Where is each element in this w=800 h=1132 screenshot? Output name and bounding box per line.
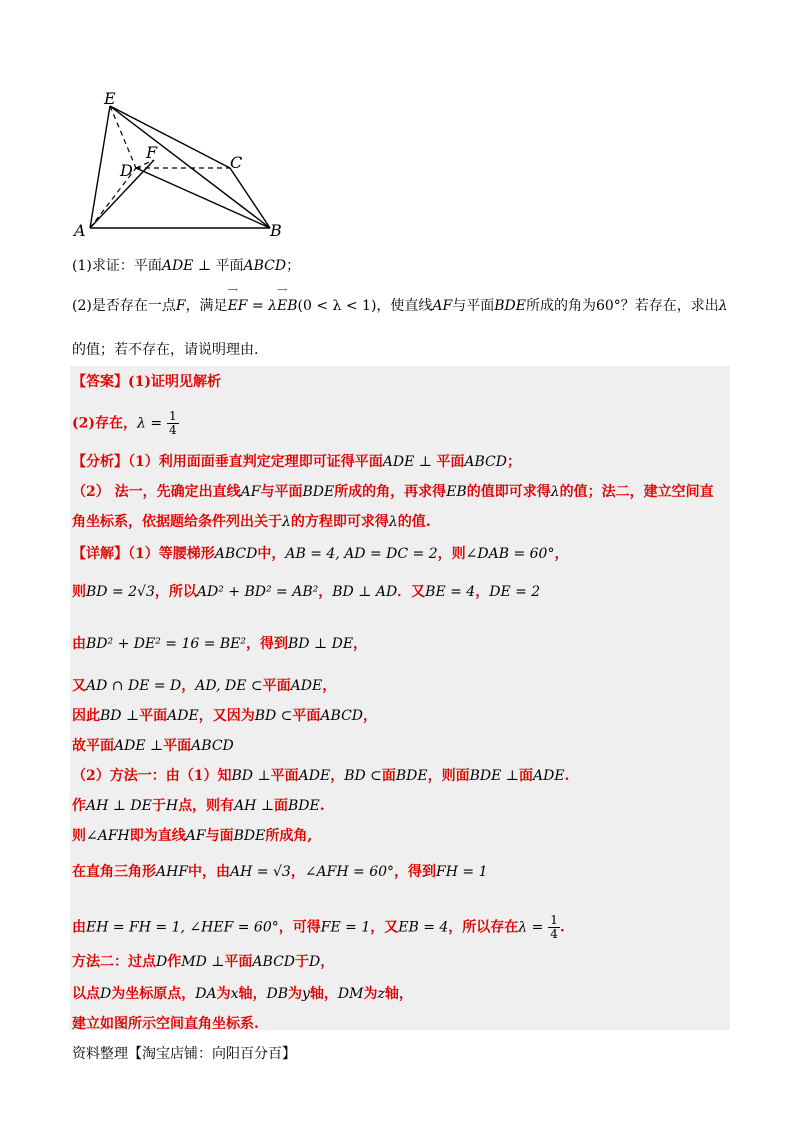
math: BDE [288,798,320,814]
vector-eb: ⟶ EB [277,286,298,314]
analysis-line-1 [72,452,521,472]
text: (1)证明见解析 [128,374,221,390]
text: 平面 [224,954,253,970]
text: 角坐标系，依据题给条件列出关于 [72,514,282,530]
math: ADE [290,678,323,694]
math: BD ⊥ [231,768,271,784]
text: 建立如图所示空间直角坐标系. [72,1016,259,1032]
text: ，得到 [246,636,289,652]
text: ， [363,708,378,724]
detail-line-7 [72,766,569,786]
text: ， [475,584,490,600]
text: ， [318,584,333,600]
text: ，则 [437,546,466,562]
text: 为 [288,986,302,1002]
detail-tag: 【详解】 [72,546,128,562]
detail-line-10 [72,862,488,882]
math: BD ⊥ DE [288,636,354,652]
text: 即为直线 [129,828,186,844]
text: 的值即可求得 [466,484,551,500]
math: ADE [167,708,199,724]
text: ？若存在，求出 [620,298,719,314]
math: BDE ⊥ [469,768,519,784]
text: 平面 [262,678,291,694]
vertex-label-a: A [74,221,86,240]
text: ，所以 [154,584,197,600]
text: 作 [72,798,86,814]
text: 的方程即可求得 [290,514,389,530]
math: AH ⊥ [234,798,274,814]
text: 方法二：过点 [72,954,156,970]
geometry-figure [70,88,300,248]
question-part-2 [72,286,728,316]
text: 平面 [292,708,321,724]
text: 平面 [270,768,299,784]
math: AF [240,484,261,500]
math: DB [266,986,288,1002]
text: 于 [151,798,166,814]
text: ， [320,954,335,970]
text: (1)求证：平面 [72,258,162,274]
text: . [564,768,570,784]
question-part-3 [72,340,258,360]
math: y [302,986,310,1002]
text: . [559,919,565,936]
text: ， [330,768,345,784]
text: ， [353,636,368,652]
text: 作 [167,954,182,970]
math: DA [195,986,217,1002]
math: AF [432,298,453,314]
text: 平面 [139,708,168,724]
math: ADE [298,768,331,784]
text: 面 [381,768,396,784]
text: ，得到 [394,864,437,880]
text: 轴， [238,986,267,1002]
text: 与面 [205,828,234,844]
math: ⊥ [193,258,216,274]
math: x [230,986,239,1002]
fraction: $\frac{1}{4}$ [550,913,558,941]
math: BDE [494,298,526,314]
text: ，所以存在 [448,919,519,936]
math: ABCD [214,546,258,562]
text: 以点 [72,986,100,1002]
text: ，可得 [278,919,321,936]
detail-line-14 [72,1014,259,1034]
text: 在直角三角形 [72,864,156,880]
text: 平面 [436,454,465,470]
math: λ [550,484,560,500]
analysis-line-2 [72,482,714,502]
text: 于 [295,954,310,970]
text: 与平面 [260,484,303,500]
math: FE = 1 [320,919,371,936]
math: AB = 4, AD = DC = 2 [285,546,438,562]
math: λ = [518,919,544,936]
text: ，使直线 [376,298,433,314]
vertex-label-b: B [270,221,282,240]
math: ∠DAB = 60° [465,546,555,562]
math: ADE [161,258,194,274]
math: (0 < λ < 1) [297,298,377,314]
math: D [100,986,112,1002]
math: AH = √3 [230,864,291,880]
analysis-line-3 [72,512,431,532]
math: BDE [302,484,335,500]
math: AF [185,828,206,844]
detail-line-5 [72,706,377,726]
math: BD = 2√3 [86,584,155,600]
text: 轴， [384,986,413,1002]
text: ， [554,546,569,562]
detail-line-2 [72,582,540,602]
vertex-label-c: C [230,153,243,172]
text: 的值. [397,514,431,530]
text: ； [286,258,301,274]
detail-line-1 [72,544,568,564]
footer-source: 资料整理【淘宝店铺：向阳百分百】 [72,1046,296,1062]
text: 的值；若不存在，请说明理由. [72,342,259,358]
text: 所成角, [265,828,313,844]
math: ABCD [320,708,364,724]
math: AHF [156,864,189,880]
math: ⊥ [414,454,437,470]
analysis-tag: 【分析】 [72,454,128,470]
math: ABCD [464,454,507,470]
text: ， [290,864,305,880]
math: BE = 4 [425,584,476,600]
math: ADE [532,768,565,784]
text: (2)存在， [72,415,137,432]
text: 由 [72,636,86,652]
math: λ = [137,415,163,432]
text: 因此 [72,708,100,724]
math: ABCD [252,954,296,970]
text: （2） 法一，先确定出直线 [72,484,241,500]
detail-line-8 [72,796,325,816]
text: 点，则有 [178,798,235,814]
math: BDE [233,828,266,844]
text: 平面 [163,738,192,754]
text: ．又 [397,584,426,600]
math: BD² + DE² = 16 = BE² [86,636,247,652]
text: 与平面 [452,298,495,314]
text: （1）等腰梯形 [128,546,215,562]
math: = λ [247,298,278,314]
text: ，又因为 [198,708,255,724]
math: z [377,986,385,1002]
math: ∠AFH = 60° [304,864,395,880]
fraction: $\frac{1}{4}$ [168,409,177,437]
text: ， [322,678,337,694]
vertex-label-f: F [146,143,158,162]
text: 所成的角为 [525,298,596,314]
math: AD ∩ DE = D [86,678,182,694]
math: BD ⊥ [100,708,140,724]
math: ADE [382,454,415,470]
math: BD ⊂ [254,708,293,724]
math: EB [446,484,467,500]
math: λ [718,298,728,314]
text: 则 [72,584,86,600]
math: ABCD [191,738,234,754]
math: D [309,954,321,970]
math: λ [388,514,398,530]
math: AH ⊥ DE [86,798,152,814]
detail-line-11 [72,914,565,941]
text: 为 [216,986,231,1002]
text: （1）利用面面垂直判定定理即可证得平面 [128,454,383,470]
vector-ef: ⟶ EF [227,286,248,314]
text: 由 [72,919,86,936]
text: ，则面 [427,768,470,784]
text: 的值；法二，建立空间直 [559,484,714,500]
math: BDE [395,768,428,784]
text: 轴， [309,986,338,1002]
math: AD² + BD² = AB² [196,584,319,600]
math: H [165,798,179,814]
text: 面 [518,768,533,784]
math: FH = 1 [436,864,488,880]
vertex-label-d: D [120,161,133,180]
detail-line-12 [72,952,334,972]
text: ，又 [370,919,399,936]
math: λ [282,514,291,530]
text: ，满足 [185,298,228,314]
text: 中， [257,546,286,562]
math: ABCD [243,258,287,274]
answer-tag: 【答案】 [72,374,128,390]
answer-line-1 [72,372,221,392]
math: ∠AFH [86,828,130,844]
text: ， [181,678,196,694]
text: ； [507,454,521,470]
math: EB = 4 [398,919,449,936]
math: F [175,298,186,314]
text: 为坐标原点， [111,986,196,1002]
detail-line-3 [72,634,367,654]
question-part-1 [72,256,300,276]
detail-line-13 [72,984,413,1004]
text: 所成的角，再求得 [334,484,447,500]
text: 面 [274,798,288,814]
text: 平面 [215,258,244,274]
math: AD, DE ⊂ [195,678,263,694]
text: 故平面 [72,738,114,754]
math: EH = FH = 1, ∠HEF = 60° [86,919,279,936]
math: DM [337,986,364,1002]
detail-line-4 [72,676,336,696]
solid-figure-diagram [70,88,300,248]
detail-line-9 [72,826,312,846]
detail-line-6 [72,736,234,756]
vertex-label-e: E [104,89,116,108]
math: BD ⊂ [344,768,382,784]
text: 则 [72,828,86,844]
text: (2)是否存在一点 [72,298,176,314]
math: DE = 2 [489,584,541,600]
text: 又 [72,678,86,694]
text: 为 [363,986,378,1002]
math: MD ⊥ [181,954,225,970]
text: . [319,798,325,814]
math: BD ⊥ AD [332,584,398,600]
math: 60° [595,298,621,314]
answer-line-2 [72,410,179,437]
math: ADE ⊥ [114,738,164,754]
text: （2）方法一：由（1）知 [72,768,232,784]
math: D [156,954,168,970]
text: 中，由 [188,864,231,880]
